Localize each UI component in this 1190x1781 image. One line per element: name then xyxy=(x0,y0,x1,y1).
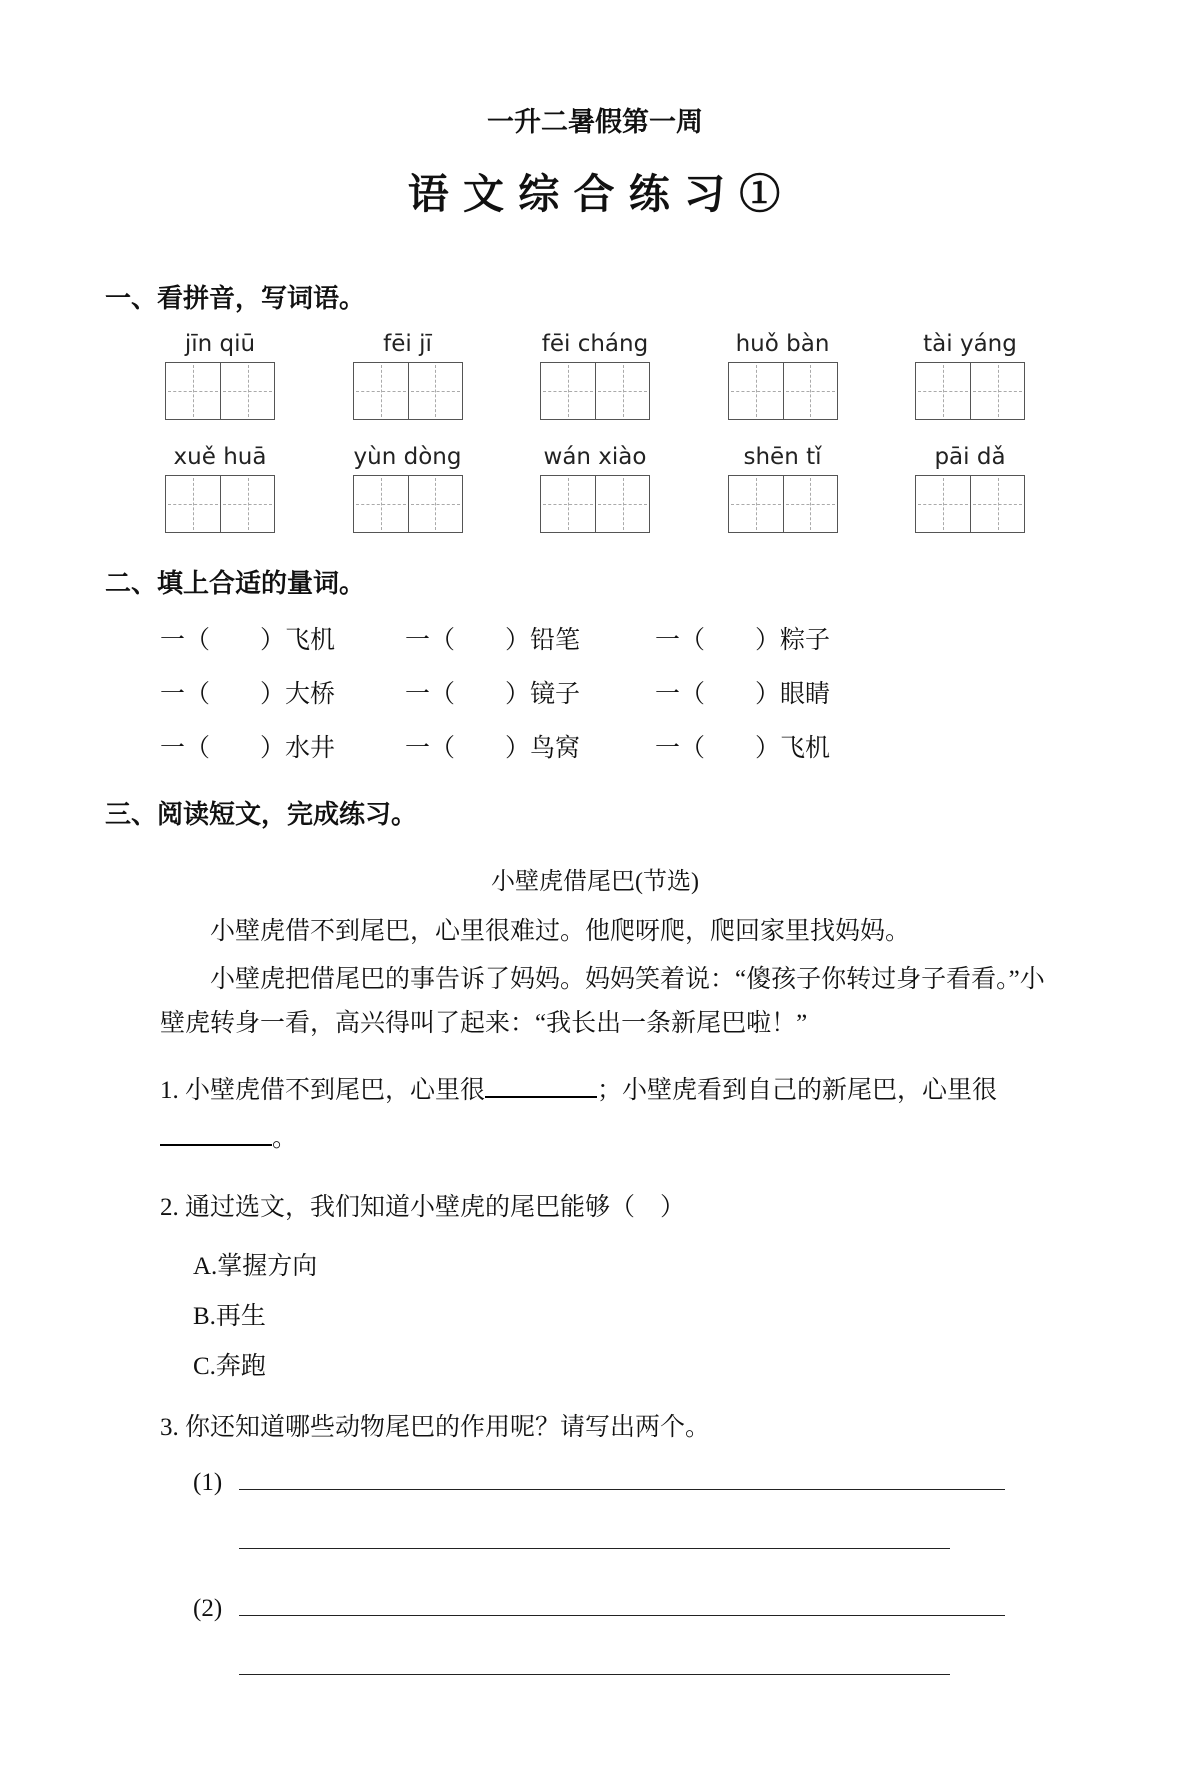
writing-grid xyxy=(353,475,463,533)
question-2-option-b: B.再生 xyxy=(193,1302,266,1330)
writing-grid xyxy=(165,362,275,420)
measure-word-item: 一（ ）鸟窝 xyxy=(405,735,581,762)
writing-cell xyxy=(729,476,783,532)
answer-line xyxy=(239,1470,1005,1490)
writing-grid xyxy=(353,362,463,420)
writing-grid xyxy=(540,475,650,533)
measure-word-item: 一（ ）水井 xyxy=(160,735,336,762)
passage-paragraph: 小壁虎把借尾巴的事告诉了妈妈。妈妈笑着说：“傻孩子你转过身子看看。”小壁虎转身一看，高兴得叫了起来：“我长出一条新尾巴啦！” xyxy=(160,965,1045,1037)
measure-word-item: 一（ ）飞机 xyxy=(160,627,336,654)
answer-row xyxy=(193,1469,1005,1497)
answer-row xyxy=(193,1595,1005,1623)
section2-heading: 二、填上合适的量词。 xyxy=(105,569,366,598)
writing-cell xyxy=(354,476,408,532)
pinyin-item xyxy=(540,444,650,533)
pinyin-text: fēi cháng xyxy=(541,331,649,357)
answer-line xyxy=(239,1497,950,1549)
pinyin-text: yùn dòng xyxy=(353,444,462,470)
writing-grid xyxy=(165,475,275,533)
measure-word-item: 一（ ）粽子 xyxy=(655,627,831,654)
passage-paragraph: 小壁虎借不到尾巴，心里很难过。他爬呀爬，爬回家里找妈妈。 xyxy=(210,918,911,945)
passage xyxy=(160,910,1065,1045)
writing-grid xyxy=(728,362,838,420)
writing-cell xyxy=(166,476,220,532)
pinyin-row-1 xyxy=(165,331,1025,420)
section1-heading: 一、看拼音，写词语。 xyxy=(105,284,366,313)
writing-cell xyxy=(970,363,1024,419)
pinyin-item xyxy=(165,331,275,420)
writing-cell xyxy=(595,363,649,419)
pinyin-text: wán xiào xyxy=(543,444,647,470)
pinyin-item xyxy=(728,444,838,533)
worksheet-title: 语 文 综 合 练 习 ① xyxy=(407,171,783,217)
writing-grid xyxy=(728,475,838,533)
answer-block-2 xyxy=(193,1595,1005,1675)
answer-line xyxy=(239,1623,950,1675)
pinyin-item xyxy=(353,444,463,533)
measure-word-exercise xyxy=(160,620,1085,764)
writing-grid xyxy=(915,475,1025,533)
answer-block-1 xyxy=(193,1469,1005,1549)
pinyin-text: tài yáng xyxy=(923,331,1017,357)
pinyin-exercise xyxy=(165,331,1025,533)
pinyin-text: huǒ bàn xyxy=(735,331,830,357)
pinyin-row-2 xyxy=(165,444,1025,533)
writing-cell xyxy=(729,363,783,419)
q1-blank-2 xyxy=(160,1121,272,1146)
q1-text-1: 1. 小壁虎借不到尾巴，心里很 xyxy=(160,1077,486,1105)
question-2-option-a: A.掌握方向 xyxy=(193,1252,318,1280)
answer-label: (2) xyxy=(193,1595,223,1623)
writing-cell xyxy=(783,363,837,419)
writing-cell xyxy=(408,363,462,419)
pinyin-item xyxy=(915,331,1025,420)
q1-text-2: ；小壁虎看到自己的新尾巴，心里很 xyxy=(597,1077,998,1105)
writing-cell xyxy=(166,363,220,419)
writing-cell xyxy=(916,476,970,532)
q1-blank-1 xyxy=(485,1073,597,1098)
measure-word-item: 一（ ）飞机 xyxy=(655,735,831,762)
pinyin-text: shēn tǐ xyxy=(743,444,822,470)
writing-cell xyxy=(783,476,837,532)
pinyin-item xyxy=(728,331,838,420)
measure-word-item: 一（ ）眼睛 xyxy=(655,681,831,708)
worksheet-subtitle: 一升二暑假第一周 xyxy=(487,107,703,137)
pinyin-item xyxy=(915,444,1025,533)
pinyin-item xyxy=(540,331,650,420)
question-2-option-c: C.奔跑 xyxy=(193,1352,266,1380)
measure-word-item: 一（ ）大桥 xyxy=(160,681,336,708)
writing-cell xyxy=(970,476,1024,532)
writing-cell xyxy=(408,476,462,532)
question-1 xyxy=(160,1067,1065,1162)
writing-cell xyxy=(541,363,595,419)
pinyin-text: xuě huā xyxy=(173,444,267,470)
writing-cell xyxy=(916,363,970,419)
writing-cell xyxy=(354,363,408,419)
measure-word-item: 一（ ）铅笔 xyxy=(405,627,581,654)
pinyin-text: fēi jī xyxy=(383,331,432,357)
section3-heading: 三、阅读短文，完成练习。 xyxy=(105,800,418,829)
pinyin-item xyxy=(165,444,275,533)
answer-line xyxy=(239,1596,1005,1616)
pinyin-item xyxy=(353,331,463,420)
writing-grid xyxy=(915,362,1025,420)
pinyin-text: pāi dǎ xyxy=(934,444,1006,470)
question-2-stem: 2. 通过选文，我们知道小壁虎的尾巴能够（ ） xyxy=(160,1194,686,1222)
pinyin-text: jīn qiū xyxy=(184,331,256,357)
writing-grid xyxy=(540,362,650,420)
passage-title: 小壁虎借尾巴(节选) xyxy=(491,869,699,895)
writing-cell xyxy=(541,476,595,532)
writing-cell xyxy=(220,363,274,419)
writing-cell xyxy=(220,476,274,532)
measure-word-item: 一（ ）镜子 xyxy=(405,681,581,708)
answer-label: (1) xyxy=(193,1469,223,1497)
q1-text-3: 。 xyxy=(272,1124,298,1152)
question-3-stem: 3. 你还知道哪些动物尾巴的作用呢？请写出两个。 xyxy=(160,1413,711,1441)
writing-cell xyxy=(595,476,649,532)
